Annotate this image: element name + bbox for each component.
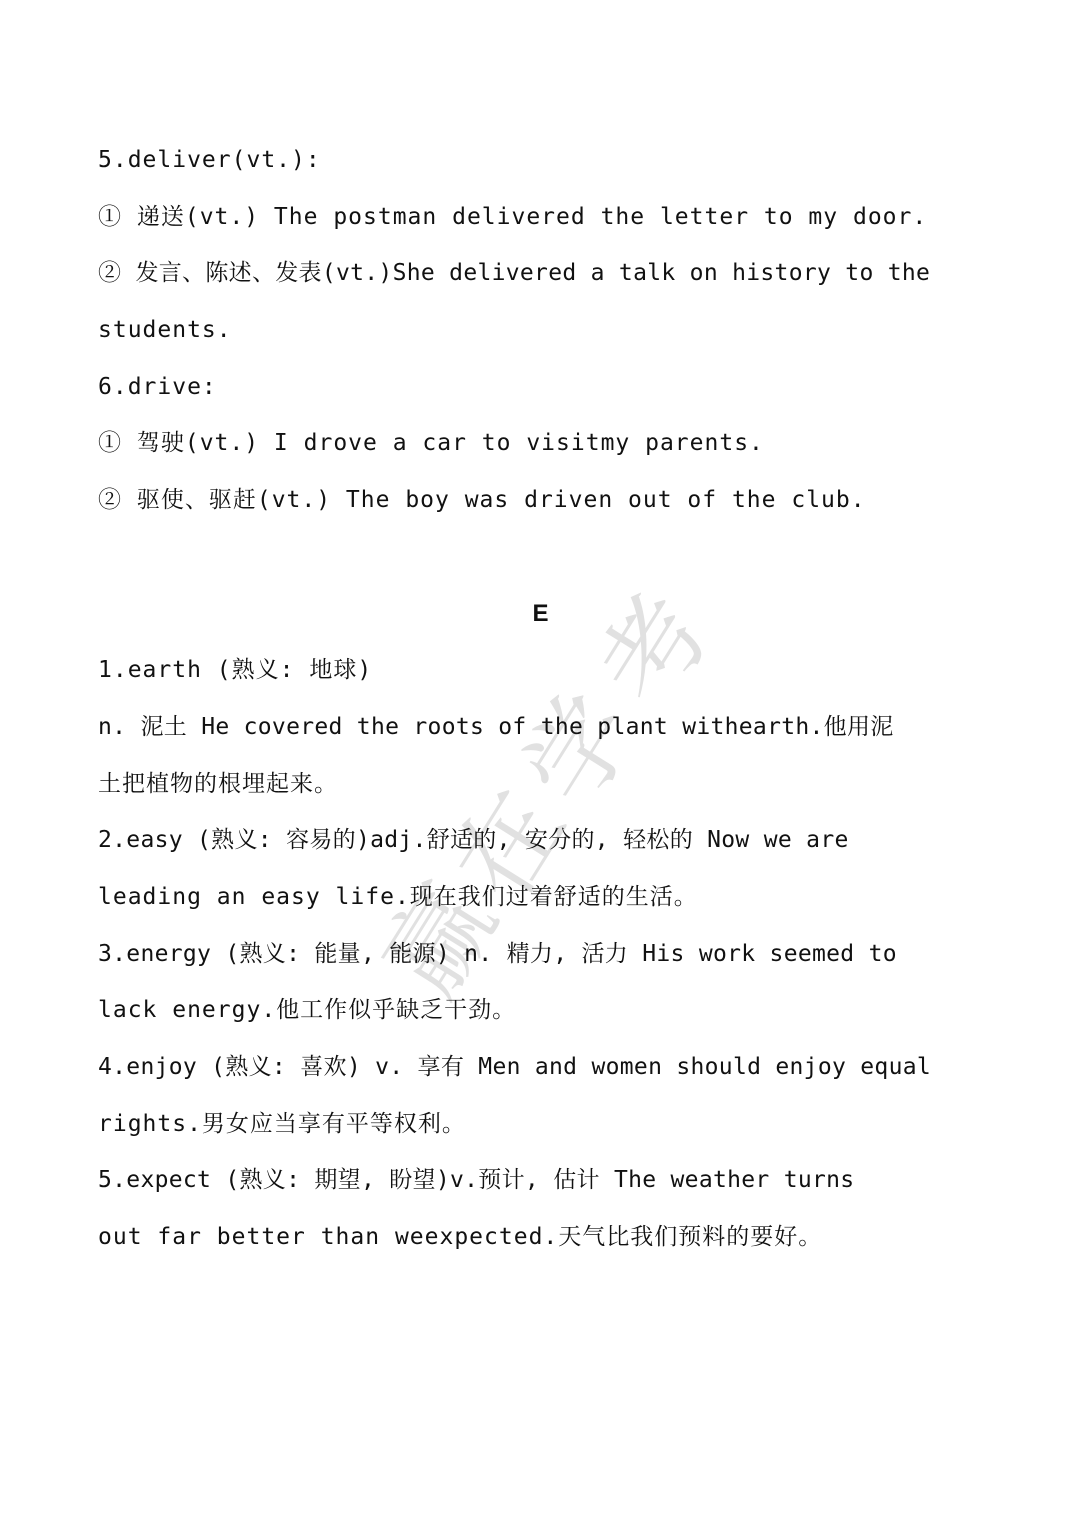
word-earth: 1.earth (熟义: 地球) xyxy=(98,657,373,684)
watermark-char-4: 赢 xyxy=(360,863,519,1017)
earth-meaning: n. 泥土 He covered the roots of the plant withearth.他用泥 xyxy=(98,713,894,740)
word-enjoy: 4.enjoy (熟义: 喜欢) v. 享有 Men and women should enjoy equal xyxy=(98,1054,932,1080)
enjoy-example: rights.男女应当享有平等权利。 xyxy=(98,1110,466,1137)
section-e xyxy=(98,642,983,1266)
word-deliver: 5.deliver(vt.): xyxy=(98,147,321,173)
word-drive: 6.drive: xyxy=(98,373,217,400)
energy-example: lack energy.他工作似乎缺乏干劲。 xyxy=(98,997,517,1024)
word-energy: 3.energy (熟义: 能量, 能源) n. 精力, 活力 His work seemed to xyxy=(98,940,897,967)
earth-meaning-cont: 土把植物的根埋起来。 xyxy=(98,770,338,797)
drive-meaning-1: ① 驾驶(vt.) I drove a car to visitmy parents. xyxy=(98,430,764,457)
document-page xyxy=(98,132,983,1266)
section-heading-e: E xyxy=(532,599,549,627)
expect-example: out far better than weexpected.天气比我们预料的要好。 xyxy=(98,1224,823,1251)
drive-meaning-2: ② 驱使、驱赶(vt.) The boy was driven out of the club. xyxy=(98,487,866,514)
watermark-char-3: 在 xyxy=(430,768,589,922)
word-easy: 2.easy (熟义: 容易的)adj.舒适的, 安分的, 轻松的 Now we are xyxy=(98,827,849,854)
watermark-char-2: 学 xyxy=(500,673,659,827)
section-d xyxy=(98,132,983,529)
deliver-meaning-2-cont: students. xyxy=(98,317,232,344)
deliver-meaning-1: ① 递送(vt.) The postman delivered the letter to my door. xyxy=(98,203,928,230)
deliver-meaning-2: ② 发言、陈述、发表(vt.)She delivered a talk on history to the xyxy=(98,260,931,287)
easy-example: leading an easy life.现在我们过着舒适的生活。 xyxy=(98,883,698,910)
word-expect: 5.expect (熟义: 期望, 盼望)v.预计, 估计 The weather turns xyxy=(98,1167,855,1194)
watermark-char-1: 考 xyxy=(575,573,734,727)
